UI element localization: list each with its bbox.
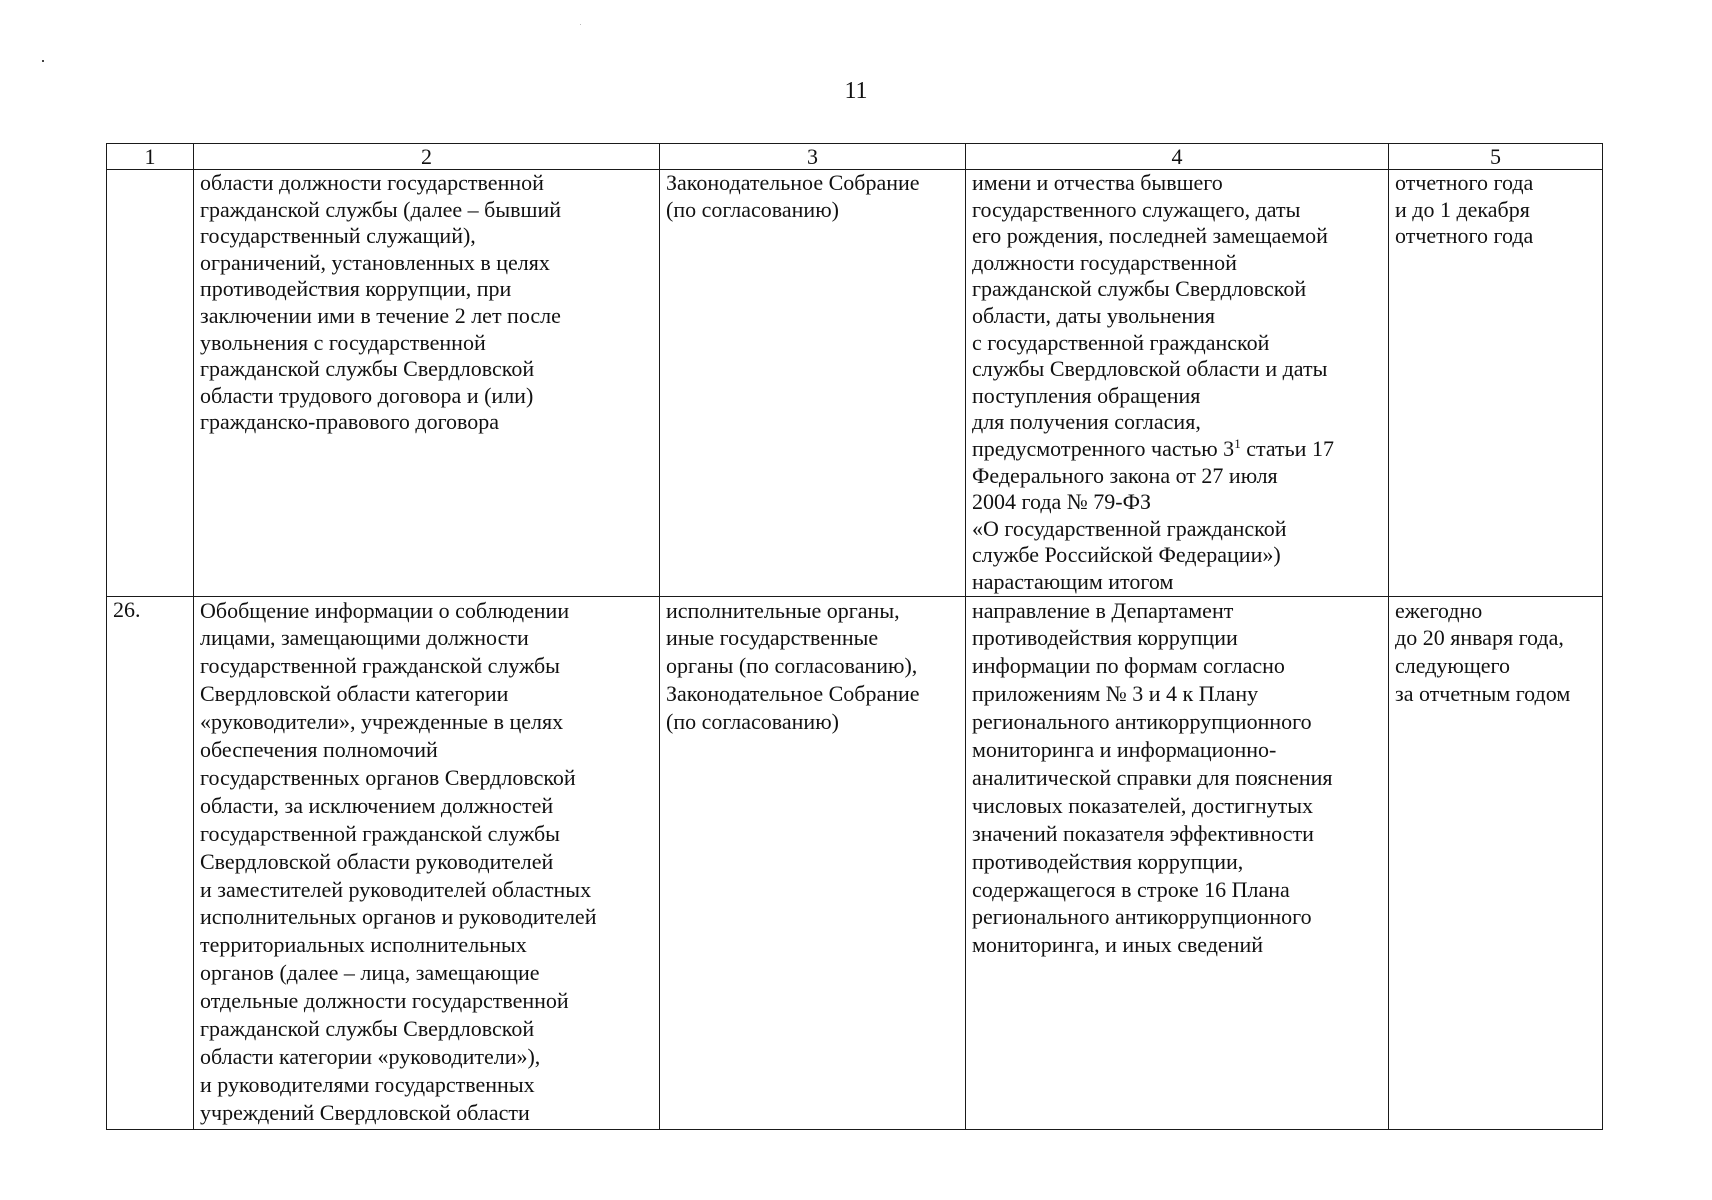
cell-line: и заместителей руководителей областных: [200, 876, 592, 902]
cell-line: государственного служащего, даты: [972, 196, 1301, 222]
result-cell: [966, 170, 1389, 597]
cell-line: области категории «руководители»),: [200, 1044, 541, 1069]
cell-line: отдельные должности государственной: [200, 988, 569, 1014]
cell-line: гражданской службы Свердловской: [200, 356, 535, 382]
cell-line: «руководители», учрежденные в целях: [200, 709, 564, 735]
cell-line: исполнительные органы,: [666, 597, 900, 623]
deadline-cell: [1389, 596, 1603, 1129]
executors-cell: [660, 596, 966, 1129]
table-row: [107, 596, 1603, 1129]
cell-line: 2004 года № 79-ФЗ: [972, 489, 1152, 515]
cell-line: приложениям № 3 и 4 к Плану: [972, 681, 1259, 707]
cell-line: органы (по согласованию),: [666, 653, 918, 679]
cell-line: заключении ими в течение 2 лет после: [200, 302, 561, 328]
cell-text: предусмотренного частью 3: [972, 435, 1235, 461]
cell-line: области, даты увольнения: [972, 302, 1215, 328]
cell-line: гражданской службы Свердловской: [200, 1016, 535, 1042]
superscript: 1: [1234, 435, 1241, 451]
cell-line: числовых показателей, достигнутых: [972, 792, 1314, 818]
cell-line: аналитической справки для пояснения: [972, 764, 1333, 790]
cell-line: иные государственные: [666, 625, 879, 651]
cell-line: следующего: [1395, 653, 1511, 679]
cell-line: области трудового договора и (или): [200, 382, 534, 408]
cell-text: статьи 17: [1240, 435, 1334, 461]
cell-line: с государственной гражданской: [972, 329, 1270, 355]
cell-line-with-superscript: [972, 436, 1382, 463]
scan-speck: [42, 60, 44, 62]
cell-line: (по согласованию): [666, 196, 839, 222]
cell-line: значений показателя эффективности: [972, 820, 1314, 846]
cell-line: гражданско-правового договора: [200, 409, 500, 435]
cell-line: Федерального закона от 27 июля: [972, 462, 1278, 488]
cell-line: и до 1 декабря: [1395, 196, 1530, 222]
result-cell: [966, 596, 1389, 1129]
executors-cell: [660, 170, 966, 597]
cell-line: противодействия коррупции: [972, 625, 1238, 651]
cell-line: поступления обращения: [972, 382, 1201, 408]
cell-line: должности государственной: [972, 249, 1237, 275]
cell-line: государственной гражданской службы: [200, 820, 560, 846]
measure-cell: [194, 596, 660, 1129]
cell-line: лицами, замещающими должности: [200, 625, 529, 651]
cell-line: гражданской службы (далее – бывший: [200, 196, 562, 222]
cell-line: его рождения, последней замещаемой: [972, 223, 1328, 249]
column-header-1: 1: [107, 144, 194, 170]
cell-line: Законодательное Собрание: [666, 170, 920, 195]
cell-line: имени и отчества бывшего: [972, 170, 1223, 195]
cell-line: исполнительных органов и руководителей: [200, 904, 597, 930]
cell-line: органов (далее – лица, замещающие: [200, 960, 540, 986]
cell-line: области должности государственной: [200, 170, 544, 195]
cell-line: обеспечения полномочий: [200, 737, 438, 763]
cell-line: ограничений, установленных в целях: [200, 249, 550, 275]
deadline-cell: [1389, 170, 1603, 597]
cell-line: ежегодно: [1395, 597, 1483, 623]
cell-line: государственных органов Свердловской: [200, 764, 576, 790]
cell-line: противодействия коррупции,: [972, 848, 1244, 874]
column-header-4: 4: [966, 144, 1389, 170]
cell-line: гражданской службы Свердловской: [972, 276, 1307, 302]
row-number: [107, 170, 194, 597]
cell-line: Обобщение информации о соблюдении: [200, 597, 570, 623]
cell-line: отчетного года: [1395, 223, 1534, 249]
cell-line: области, за исключением должностей: [200, 792, 554, 818]
cell-line: мониторинга и информационно-: [972, 737, 1277, 763]
table-header-row: [107, 144, 1603, 170]
column-header-2: 2: [194, 144, 660, 170]
row-number: 26.: [107, 596, 194, 1129]
cell-line: Свердловской области руководителей: [200, 848, 554, 874]
cell-line: службе Российской Федерации»): [972, 542, 1281, 568]
scan-speck: [580, 24, 581, 25]
cell-line: регионального антикоррупционного: [972, 904, 1312, 930]
cell-line: нарастающим итогом: [972, 568, 1174, 594]
page-number: 11: [844, 78, 868, 104]
cell-line: мониторинга, и иных сведений: [972, 932, 1264, 958]
cell-line: территориальных исполнительных: [200, 932, 527, 958]
cell-line: для получения согласия,: [972, 409, 1201, 435]
cell-line: противодействия коррупции, при: [200, 276, 512, 302]
cell-line: (по согласованию): [666, 709, 839, 735]
cell-line: до 20 января года,: [1395, 625, 1564, 651]
column-header-5: 5: [1389, 144, 1603, 170]
cell-line: и руководителями государственных: [200, 1071, 535, 1097]
cell-line: Свердловской области категории: [200, 681, 509, 707]
plan-table: [106, 143, 1603, 1130]
cell-line: направление в Департамент: [972, 597, 1234, 623]
cell-line: государственный служащий),: [200, 223, 476, 249]
cell-line: Законодательное Собрание: [666, 681, 920, 707]
table-row: [107, 170, 1603, 597]
cell-line: информации по формам согласно: [972, 653, 1285, 679]
cell-line: за отчетным годом: [1395, 681, 1571, 707]
measure-cell: [194, 170, 660, 597]
cell-line: государственной гражданской службы: [200, 653, 560, 679]
cell-line: регионального антикоррупционного: [972, 709, 1312, 735]
cell-line: учреждений Свердловской области: [200, 1099, 530, 1125]
cell-line: отчетного года: [1395, 170, 1534, 195]
cell-line: «О государственной гражданской: [972, 515, 1287, 541]
cell-line: содержащегося в строке 16 Плана: [972, 876, 1290, 902]
column-header-3: 3: [660, 144, 966, 170]
cell-line: увольнения с государственной: [200, 329, 486, 355]
cell-line: службы Свердловской области и даты: [972, 356, 1328, 382]
